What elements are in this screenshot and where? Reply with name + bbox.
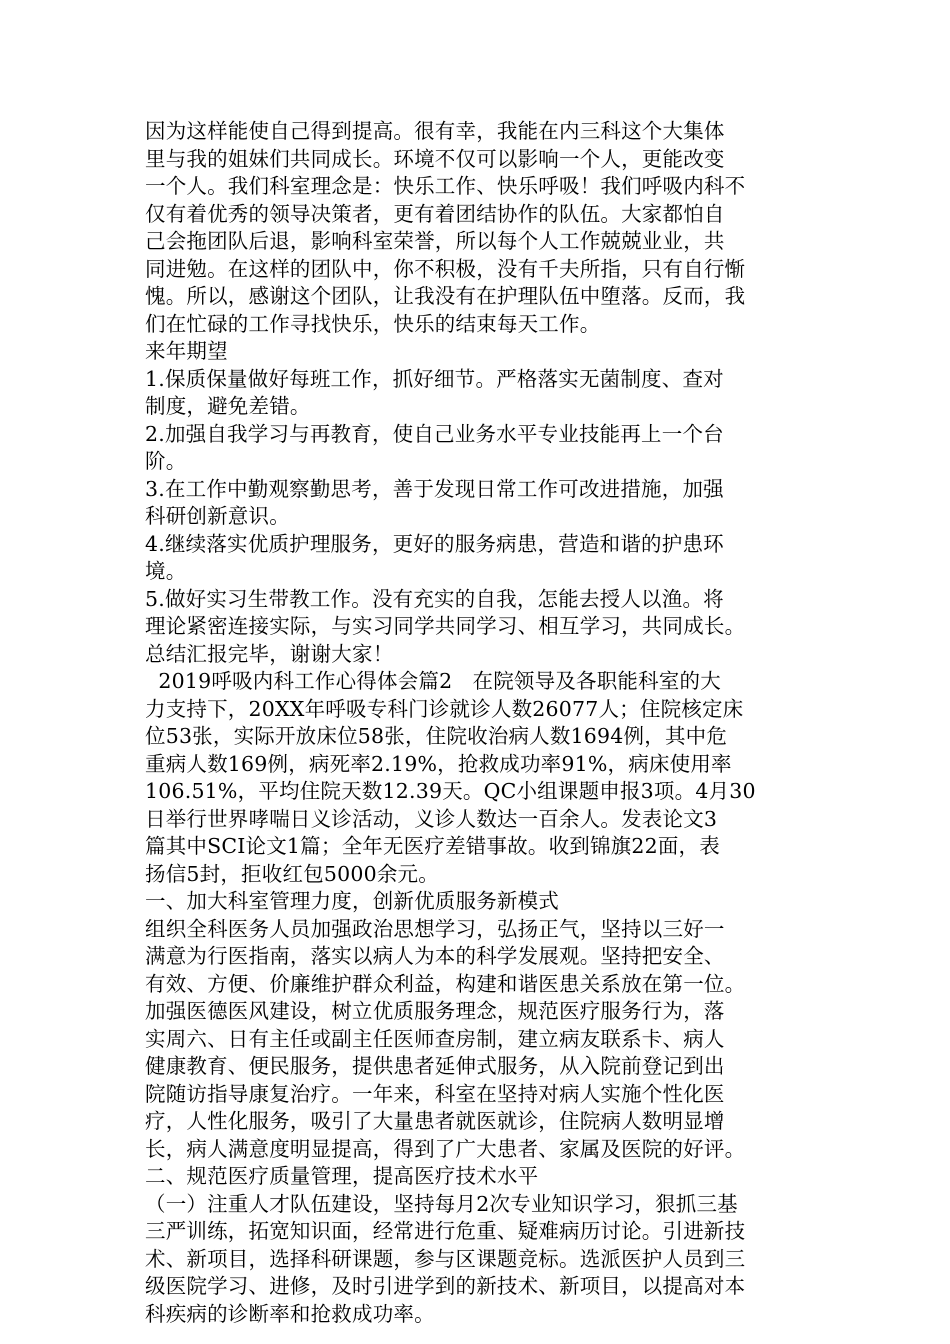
text-line: 愧。所以，感谢这个团队，让我没有在护理队伍中堕落。反而，我 — [145, 284, 746, 308]
text-line: 力支持下，20XX年呼吸专科门诊就诊人数26077人；住院核定床 — [145, 696, 744, 721]
text-line: （一）注重人才队伍建设，坚持每月2次专业知识学习，狠抓三基 — [145, 1191, 738, 1216]
text-line: 106.51%，平均住院天数12.39天。QC小组课题申报3项。4月30 — [145, 779, 756, 803]
document-body — [145, 118, 810, 1328]
article-title-line: 2019呼吸内科工作心得体会篇2 在院领导及各职能科室的大 — [145, 669, 721, 693]
text-line: 科研创新意识。 — [145, 504, 290, 528]
list-item-4: 4.继续落实优质护理服务，更好的服务病患，营造和谐的护患环 — [145, 531, 724, 556]
text-line: 里与我的姐妹们共同成长。环境不仅可以影响一个人，更能改变 — [145, 146, 725, 171]
text-line: 科疾病的诊断率和抢救成功率。 — [145, 1301, 435, 1326]
text-line: 日举行世界哮喘日义诊活动，义诊人数达一百余人。发表论文3 — [145, 806, 718, 831]
text-line: 篇其中SCI论文1篇；全年无医疗差错事故。收到锦旗22面，表 — [145, 834, 720, 858]
text-line: 阶。 — [145, 449, 187, 473]
text-line: 们在忙碌的工作寻找快乐，快乐的结束每天工作。 — [145, 311, 601, 336]
text-line: 长，病人满意度明显提高，得到了广大患者、家属及医院的好评。 — [145, 1136, 746, 1161]
text-line: 理论紧密连接实际，与实习同学共同学习、相互学习，共同成长。 — [145, 614, 746, 638]
text-line: 境。 — [145, 559, 187, 583]
text-line: 疗，人性化服务，吸引了大量患者就医就诊，住院病人数明显增 — [145, 1109, 725, 1133]
text-line: 三严训练，拓宽知识面，经常进行危重、疑难病历讨论。引进新技 — [145, 1219, 746, 1243]
list-item-1: 1.保质保量做好每班工作，抓好细节。严格落实无菌制度、查对 — [145, 366, 724, 391]
section-heading: 来年期望 — [145, 339, 228, 363]
text-line: 实周六、日有主任或副主任医师查房制，建立病友联系卡、病人 — [145, 1026, 725, 1051]
text-line: 制度，避免差错。 — [145, 394, 311, 418]
text-line: 仅有着优秀的领导决策者，更有着团结协作的队伍。大家都怕自 — [145, 201, 725, 226]
text-line: 因为这样能使自己得到提高。很有幸，我能在内三科这个大集体 — [145, 119, 725, 143]
text-line: 有效、方便、价廉维护群众利益，构建和谐医患关系放在第一位。 — [145, 971, 746, 996]
section-heading: 二、规范医疗质量管理，提高医疗技术水平 — [145, 1164, 539, 1188]
list-item-5: 5.做好实习生带教工作。没有充实的自我，怎能去授人以渔。将 — [145, 586, 724, 611]
list-item-2: 2.加强自我学习与再教育，使自己业务水平专业技能再上一个台 — [145, 421, 724, 446]
text-line: 组织全科医务人员加强政治思想学习，弘扬正气，坚持以三好一 — [145, 916, 725, 941]
text-line: 己会拖团队后退，影响科室荣誉，所以每个人工作兢兢业业，共 — [145, 229, 725, 253]
text-line: 位53张，实际开放床位58张，住院收治病人数1694例，其中危 — [145, 724, 728, 748]
text-line: 总结汇报完毕，谢谢大家！ — [145, 641, 394, 666]
list-item-3: 3.在工作中勤观察勤思考，善于发现日常工作可改进措施，加强 — [145, 476, 724, 501]
text-line: 级医院学习、进修，及时引进学到的新技术、新项目，以提高对本 — [145, 1274, 746, 1298]
text-line: 一个人。我们科室理念是：快乐工作、快乐呼吸！我们呼吸内科不 — [145, 174, 746, 198]
text-line: 加强医德医风建设，树立优质服务理念，规范医疗服务行为，落 — [145, 999, 725, 1023]
text-line: 术、新项目，选择科研课题，参与区课题竞标。选派医护人员到三 — [145, 1246, 746, 1271]
text-line: 健康教育、便民服务，提供患者延伸式服务，从入院前登记到出 — [145, 1054, 725, 1078]
section-heading: 一、加大科室管理力度，创新优质服务新模式 — [145, 889, 559, 913]
text-line: 扬信5封，拒收红包5000余元。 — [145, 861, 439, 886]
text-line: 重病人数169例，病死率2.19%，抢救成功率91%，病床使用率 — [145, 751, 732, 776]
text-line: 院随访指导康复治疗。一年来，科室在坚持对病人实施个性化医 — [145, 1081, 725, 1106]
text-line: 满意为行医指南，落实以病人为本的科学发展观。坚持把安全、 — [145, 944, 725, 968]
text-line: 同进勉。在这样的团队中，你不积极，没有千夫所指，只有自行惭 — [145, 256, 746, 281]
